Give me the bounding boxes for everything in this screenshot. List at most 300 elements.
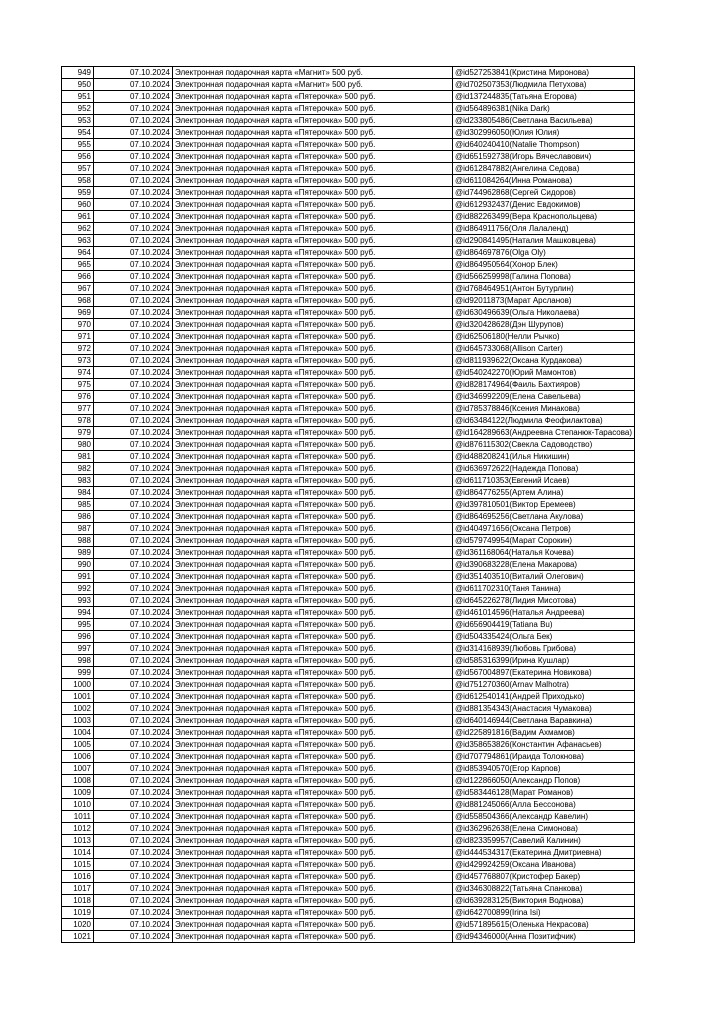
row-number: 996 <box>62 631 94 643</box>
row-number: 1006 <box>62 751 94 763</box>
issue-date: 07.10.2024 <box>94 799 173 811</box>
row-number: 1002 <box>62 703 94 715</box>
prize-description: Электронная подарочная карта «Пятерочка» 500 руб. <box>173 487 453 499</box>
issue-date: 07.10.2024 <box>94 79 173 91</box>
winner-profile: @id302996050(Юлия Юлия) <box>453 127 635 139</box>
prize-description: Электронная подарочная карта «Пятерочка» 500 руб. <box>173 931 453 943</box>
winner-profile: @id881245066(Алла Бессонова) <box>453 799 635 811</box>
winner-profile: @id290841495(Наталия Машковцева) <box>453 235 635 247</box>
prize-description: Электронная подарочная карта «Пятерочка» 500 руб. <box>173 823 453 835</box>
row-number: 988 <box>62 535 94 547</box>
row-number: 994 <box>62 607 94 619</box>
issue-date: 07.10.2024 <box>94 547 173 559</box>
prize-description: Электронная подарочная карта «Пятерочка» 500 руб. <box>173 223 453 235</box>
winner-profile: @id864776255(Артем Алина) <box>453 487 635 499</box>
row-number: 952 <box>62 103 94 115</box>
issue-date: 07.10.2024 <box>94 595 173 607</box>
row-number: 978 <box>62 415 94 427</box>
table-row <box>62 451 635 463</box>
issue-date: 07.10.2024 <box>94 367 173 379</box>
issue-date: 07.10.2024 <box>94 499 173 511</box>
winner-profile: @id823359957(Савелий Калинин) <box>453 835 635 847</box>
row-number: 986 <box>62 511 94 523</box>
row-number: 1010 <box>62 799 94 811</box>
prize-description: Электронная подарочная карта «Пятерочка» 500 руб. <box>173 811 453 823</box>
winner-profile: @id882263499(Вера Краснопольцева) <box>453 211 635 223</box>
table-row <box>62 415 635 427</box>
prize-description: Электронная подарочная карта «Пятерочка» 500 руб. <box>173 559 453 571</box>
issue-date: 07.10.2024 <box>94 187 173 199</box>
row-number: 958 <box>62 175 94 187</box>
prize-description: Электронная подарочная карта «Пятерочка» 500 руб. <box>173 319 453 331</box>
prize-description: Электронная подарочная карта «Пятерочка» 500 руб. <box>173 235 453 247</box>
issue-date: 07.10.2024 <box>94 835 173 847</box>
issue-date: 07.10.2024 <box>94 223 173 235</box>
prize-description: Электронная подарочная карта «Пятерочка» 500 руб. <box>173 547 453 559</box>
row-number: 979 <box>62 427 94 439</box>
row-number: 995 <box>62 619 94 631</box>
table-row <box>62 847 635 859</box>
prize-description: Электронная подарочная карта «Пятерочка» 500 руб. <box>173 679 453 691</box>
issue-date: 07.10.2024 <box>94 811 173 823</box>
issue-date: 07.10.2024 <box>94 631 173 643</box>
table-row <box>62 643 635 655</box>
issue-date: 07.10.2024 <box>94 235 173 247</box>
issue-date: 07.10.2024 <box>94 511 173 523</box>
table-row <box>62 439 635 451</box>
winner-profile: @id811939622(Оксана Курдакова) <box>453 355 635 367</box>
issue-date: 07.10.2024 <box>94 907 173 919</box>
winner-profile: @id137244835(Татьяна Егорова) <box>453 91 635 103</box>
row-number: 972 <box>62 343 94 355</box>
prize-description: Электронная подарочная карта «Пятерочка» 500 руб. <box>173 403 453 415</box>
row-number: 1017 <box>62 883 94 895</box>
row-number: 977 <box>62 403 94 415</box>
prize-description: Электронная подарочная карта «Пятерочка» 500 руб. <box>173 139 453 151</box>
issue-date: 07.10.2024 <box>94 355 173 367</box>
prize-description: Электронная подарочная карта «Магнит» 500 руб. <box>173 67 453 79</box>
prize-description: Электронная подарочная карта «Пятерочка» 500 руб. <box>173 871 453 883</box>
row-number: 961 <box>62 211 94 223</box>
table-row <box>62 151 635 163</box>
table-row <box>62 127 635 139</box>
table-row <box>62 775 635 787</box>
table-row <box>62 463 635 475</box>
winner-profile: @id62506180(Нелли Рычко) <box>453 331 635 343</box>
winner-profile: @id853940570(Егор Карпов) <box>453 763 635 775</box>
issue-date: 07.10.2024 <box>94 667 173 679</box>
prize-description: Электронная подарочная карта «Пятерочка» 500 руб. <box>173 751 453 763</box>
winner-profile: @id488208241(Илья Никишин) <box>453 451 635 463</box>
row-number: 982 <box>62 463 94 475</box>
row-number: 951 <box>62 91 94 103</box>
winner-profile: @id351403510(Виталий Олегович) <box>453 571 635 583</box>
issue-date: 07.10.2024 <box>94 139 173 151</box>
table-row <box>62 583 635 595</box>
winner-profile: @id656904419(Tatiana Bu) <box>453 619 635 631</box>
issue-date: 07.10.2024 <box>94 307 173 319</box>
table-row <box>62 595 635 607</box>
row-number: 970 <box>62 319 94 331</box>
prize-description: Электронная подарочная карта «Пятерочка» 500 руб. <box>173 895 453 907</box>
table-row <box>62 67 635 79</box>
winner-profile: @id390683228(Елена Макарова) <box>453 559 635 571</box>
table-row <box>62 751 635 763</box>
table-row <box>62 271 635 283</box>
prize-description: Электронная подарочная карта «Пятерочка» 500 руб. <box>173 763 453 775</box>
table-row <box>62 619 635 631</box>
prize-description: Электронная подарочная карта «Пятерочка» 500 руб. <box>173 199 453 211</box>
winner-profile: @id558504366(Александр Кавелин) <box>453 811 635 823</box>
row-number: 991 <box>62 571 94 583</box>
winner-profile: @id864950564(Хонор Блек) <box>453 259 635 271</box>
winner-profile: @id864697876(Olga Oly) <box>453 247 635 259</box>
winners-table-body <box>62 67 635 943</box>
issue-date: 07.10.2024 <box>94 439 173 451</box>
winner-profile: @id864695256(Светлана Акулова) <box>453 511 635 523</box>
issue-date: 07.10.2024 <box>94 163 173 175</box>
table-row <box>62 523 635 535</box>
prize-description: Электронная подарочная карта «Пятерочка» 500 руб. <box>173 187 453 199</box>
prize-description: Электронная подарочная карта «Пятерочка» 500 руб. <box>173 595 453 607</box>
row-number: 1018 <box>62 895 94 907</box>
table-row <box>62 115 635 127</box>
prize-description: Электронная подарочная карта «Пятерочка» 500 руб. <box>173 355 453 367</box>
prize-description: Электронная подарочная карта «Пятерочка» 500 руб. <box>173 739 453 751</box>
winner-profile: @id94346000(Анна Позитифчик) <box>453 931 635 943</box>
prize-description: Электронная подарочная карта «Пятерочка» 500 руб. <box>173 583 453 595</box>
prize-description: Электронная подарочная карта «Пятерочка» 500 руб. <box>173 415 453 427</box>
issue-date: 07.10.2024 <box>94 451 173 463</box>
row-number: 955 <box>62 139 94 151</box>
issue-date: 07.10.2024 <box>94 655 173 667</box>
row-number: 976 <box>62 391 94 403</box>
row-number: 963 <box>62 235 94 247</box>
winner-profile: @id461014596(Наталья Андреева) <box>453 607 635 619</box>
table-row <box>62 391 635 403</box>
prize-description: Электронная подарочная карта «Пятерочка» 500 руб. <box>173 103 453 115</box>
winner-profile: @id566259998(Галина Попова) <box>453 271 635 283</box>
row-number: 971 <box>62 331 94 343</box>
winner-profile: @id397810501(Виктор Еремеев) <box>453 499 635 511</box>
prize-description: Электронная подарочная карта «Пятерочка» 500 руб. <box>173 535 453 547</box>
prize-description: Электронная подарочная карта «Пятерочка» 500 руб. <box>173 343 453 355</box>
row-number: 954 <box>62 127 94 139</box>
table-row <box>62 331 635 343</box>
row-number: 962 <box>62 223 94 235</box>
issue-date: 07.10.2024 <box>94 787 173 799</box>
row-number: 950 <box>62 79 94 91</box>
prize-description: Электронная подарочная карта «Пятерочка» 500 руб. <box>173 883 453 895</box>
winner-profile: @id63484122(Людмила Феофилактова) <box>453 415 635 427</box>
issue-date: 07.10.2024 <box>94 247 173 259</box>
table-row <box>62 475 635 487</box>
row-number: 953 <box>62 115 94 127</box>
prize-description: Электронная подарочная карта «Пятерочка» 500 руб. <box>173 787 453 799</box>
winner-profile: @id429924259(Оксана Иванова) <box>453 859 635 871</box>
winner-profile: @id611084264(Инна Романова) <box>453 175 635 187</box>
table-row <box>62 559 635 571</box>
table-row <box>62 367 635 379</box>
winner-profile: @id564896381(Nika Dark) <box>453 103 635 115</box>
winner-profile: @id358653826(Константин Афанасьев) <box>453 739 635 751</box>
prize-description: Электронная подарочная карта «Пятерочка» 500 руб. <box>173 451 453 463</box>
prize-description: Электронная подарочная карта «Пятерочка» 500 руб. <box>173 163 453 175</box>
winner-profile: @id611702310(Таня Танина) <box>453 583 635 595</box>
table-row <box>62 547 635 559</box>
table-row <box>62 919 635 931</box>
winner-profile: @id346308822(Татьяна Спанкова) <box>453 883 635 895</box>
row-number: 1021 <box>62 931 94 943</box>
row-number: 1009 <box>62 787 94 799</box>
table-row <box>62 247 635 259</box>
prize-description: Электронная подарочная карта «Пятерочка» 500 руб. <box>173 439 453 451</box>
prize-description: Электронная подарочная карта «Пятерочка» 500 руб. <box>173 247 453 259</box>
row-number: 973 <box>62 355 94 367</box>
table-row <box>62 223 635 235</box>
winner-profile: @id583446128(Марат Романов) <box>453 787 635 799</box>
table-row <box>62 199 635 211</box>
prize-description: Электронная подарочная карта «Пятерочка» 500 руб. <box>173 727 453 739</box>
issue-date: 07.10.2024 <box>94 763 173 775</box>
table-row <box>62 895 635 907</box>
issue-date: 07.10.2024 <box>94 487 173 499</box>
prize-description: Электронная подарочная карта «Пятерочка» 500 руб. <box>173 715 453 727</box>
row-number: 1016 <box>62 871 94 883</box>
table-row <box>62 535 635 547</box>
issue-date: 07.10.2024 <box>94 103 173 115</box>
winner-profile: @id702507353(Людмила Петухова) <box>453 79 635 91</box>
winner-profile: @id828174964(Фаиль Бахтияров) <box>453 379 635 391</box>
issue-date: 07.10.2024 <box>94 643 173 655</box>
issue-date: 07.10.2024 <box>94 295 173 307</box>
winner-profile: @id640146944(Светлана Варавкина) <box>453 715 635 727</box>
row-number: 990 <box>62 559 94 571</box>
table-row <box>62 283 635 295</box>
table-row <box>62 667 635 679</box>
table-row <box>62 307 635 319</box>
row-number: 967 <box>62 283 94 295</box>
row-number: 980 <box>62 439 94 451</box>
row-number: 1012 <box>62 823 94 835</box>
issue-date: 07.10.2024 <box>94 523 173 535</box>
row-number: 987 <box>62 523 94 535</box>
row-number: 964 <box>62 247 94 259</box>
table-row <box>62 763 635 775</box>
issue-date: 07.10.2024 <box>94 343 173 355</box>
issue-date: 07.10.2024 <box>94 211 173 223</box>
table-row <box>62 691 635 703</box>
winner-profile: @id744962868(Сергей Сидоров) <box>453 187 635 199</box>
table-row <box>62 739 635 751</box>
prize-description: Электронная подарочная карта «Пятерочка» 500 руб. <box>173 151 453 163</box>
row-number: 968 <box>62 295 94 307</box>
row-number: 992 <box>62 583 94 595</box>
prize-description: Электронная подарочная карта «Пятерочка» 500 руб. <box>173 127 453 139</box>
issue-date: 07.10.2024 <box>94 847 173 859</box>
table-row <box>62 871 635 883</box>
winner-profile: @id640240410(Natalie Thompson) <box>453 139 635 151</box>
row-number: 1004 <box>62 727 94 739</box>
prize-description: Электронная подарочная карта «Пятерочка» 500 руб. <box>173 499 453 511</box>
issue-date: 07.10.2024 <box>94 571 173 583</box>
winner-profile: @id122866050(Александр Попов) <box>453 775 635 787</box>
winner-profile: @id707794861(Ираида Толокнова) <box>453 751 635 763</box>
row-number: 999 <box>62 667 94 679</box>
row-number: 1020 <box>62 919 94 931</box>
prize-description: Электронная подарочная карта «Пятерочка» 500 руб. <box>173 523 453 535</box>
table-row <box>62 259 635 271</box>
prize-description: Электронная подарочная карта «Пятерочка» 500 руб. <box>173 115 453 127</box>
issue-date: 07.10.2024 <box>94 691 173 703</box>
winner-profile: @id630496639(Ольга Николаева) <box>453 307 635 319</box>
table-row <box>62 511 635 523</box>
winner-profile: @id611710353(Евгений Исаев) <box>453 475 635 487</box>
winner-profile: @id645226278(Лидия Мисотова) <box>453 595 635 607</box>
table-row <box>62 859 635 871</box>
prize-description: Электронная подарочная карта «Пятерочка» 500 руб. <box>173 655 453 667</box>
prize-description: Электронная подарочная карта «Пятерочка» 500 руб. <box>173 859 453 871</box>
table-row <box>62 139 635 151</box>
issue-date: 07.10.2024 <box>94 67 173 79</box>
table-row <box>62 91 635 103</box>
prize-description: Электронная подарочная карта «Пятерочка» 500 руб. <box>173 463 453 475</box>
issue-date: 07.10.2024 <box>94 175 173 187</box>
row-number: 1007 <box>62 763 94 775</box>
prize-description: Электронная подарочная карта «Пятерочка» 500 руб. <box>173 571 453 583</box>
issue-date: 07.10.2024 <box>94 535 173 547</box>
issue-date: 07.10.2024 <box>94 91 173 103</box>
table-row <box>62 187 635 199</box>
table-row <box>62 103 635 115</box>
winner-profile: @id785378846(Ксения Минакова) <box>453 403 635 415</box>
row-number: 998 <box>62 655 94 667</box>
table-row <box>62 175 635 187</box>
issue-date: 07.10.2024 <box>94 259 173 271</box>
winner-profile: @id92011873(Марат Арсланов) <box>453 295 635 307</box>
issue-date: 07.10.2024 <box>94 559 173 571</box>
table-row <box>62 235 635 247</box>
winner-profile: @id225891816(Вадим Ахмамов) <box>453 727 635 739</box>
table-row <box>62 427 635 439</box>
issue-date: 07.10.2024 <box>94 895 173 907</box>
row-number: 960 <box>62 199 94 211</box>
prize-description: Электронная подарочная карта «Пятерочка» 500 руб. <box>173 175 453 187</box>
winner-profile: @id233805486(Светлана Васильева) <box>453 115 635 127</box>
prize-description: Электронная подарочная карта «Пятерочка» 500 руб. <box>173 703 453 715</box>
table-row <box>62 715 635 727</box>
prize-description: Электронная подарочная карта «Пятерочка» 500 руб. <box>173 511 453 523</box>
winner-profile: @id527253841(Кристина Миронова) <box>453 67 635 79</box>
prize-description: Электронная подарочная карта «Пятерочка» 500 руб. <box>173 259 453 271</box>
row-number: 975 <box>62 379 94 391</box>
prize-description: Электронная подарочная карта «Пятерочка» 500 руб. <box>173 919 453 931</box>
row-number: 959 <box>62 187 94 199</box>
issue-date: 07.10.2024 <box>94 391 173 403</box>
issue-date: 07.10.2024 <box>94 379 173 391</box>
row-number: 965 <box>62 259 94 271</box>
issue-date: 07.10.2024 <box>94 415 173 427</box>
row-number: 974 <box>62 367 94 379</box>
table-row <box>62 727 635 739</box>
row-number: 1014 <box>62 847 94 859</box>
winner-profile: @id651592738(Игорь Вячеславович) <box>453 151 635 163</box>
table-row <box>62 163 635 175</box>
prize-description: Электронная подарочная карта «Пятерочка» 500 руб. <box>173 379 453 391</box>
issue-date: 07.10.2024 <box>94 283 173 295</box>
row-number: 1001 <box>62 691 94 703</box>
issue-date: 07.10.2024 <box>94 823 173 835</box>
prize-description: Электронная подарочная карта «Пятерочка» 500 руб. <box>173 631 453 643</box>
issue-date: 07.10.2024 <box>94 199 173 211</box>
table-row <box>62 811 635 823</box>
row-number: 984 <box>62 487 94 499</box>
table-row <box>62 631 635 643</box>
prize-description: Электронная подарочная карта «Пятерочка» 500 руб. <box>173 607 453 619</box>
prize-description: Электронная подарочная карта «Пятерочка» 500 руб. <box>173 799 453 811</box>
table-row <box>62 487 635 499</box>
issue-date: 07.10.2024 <box>94 859 173 871</box>
issue-date: 07.10.2024 <box>94 331 173 343</box>
issue-date: 07.10.2024 <box>94 319 173 331</box>
row-number: 969 <box>62 307 94 319</box>
winner-profile: @id164289663(Андреевна Степанюк-Тарасова) <box>453 427 635 439</box>
table-row <box>62 907 635 919</box>
row-number: 985 <box>62 499 94 511</box>
issue-date: 07.10.2024 <box>94 703 173 715</box>
winner-profile: @id642700899(Irina Isi) <box>453 907 635 919</box>
winner-profile: @id612540141(Андрей Приходько) <box>453 691 635 703</box>
winner-profile: @id645733068(Allison Carter) <box>453 343 635 355</box>
table-row <box>62 211 635 223</box>
winner-profile: @id444534317(Екатерина Дмитриевна) <box>453 847 635 859</box>
prize-description: Электронная подарочная карта «Пятерочка» 500 руб. <box>173 91 453 103</box>
issue-date: 07.10.2024 <box>94 679 173 691</box>
winner-profile: @id567004897(Екатерина Новикова) <box>453 667 635 679</box>
issue-date: 07.10.2024 <box>94 883 173 895</box>
winner-profile: @id612847882(Ангелина Седова) <box>453 163 635 175</box>
prize-description: Электронная подарочная карта «Пятерочка» 500 руб. <box>173 475 453 487</box>
prize-description: Электронная подарочная карта «Пятерочка» 500 руб. <box>173 367 453 379</box>
row-number: 981 <box>62 451 94 463</box>
winner-profile: @id881354343(Анастасия Чумакова) <box>453 703 635 715</box>
issue-date: 07.10.2024 <box>94 403 173 415</box>
prize-description: Электронная подарочная карта «Пятерочка» 500 руб. <box>173 619 453 631</box>
issue-date: 07.10.2024 <box>94 151 173 163</box>
issue-date: 07.10.2024 <box>94 919 173 931</box>
row-number: 1013 <box>62 835 94 847</box>
table-row <box>62 379 635 391</box>
winner-profile: @id612932437(Денис Евдокимов) <box>453 199 635 211</box>
issue-date: 07.10.2024 <box>94 127 173 139</box>
table-row <box>62 571 635 583</box>
row-number: 956 <box>62 151 94 163</box>
table-row <box>62 79 635 91</box>
row-number: 993 <box>62 595 94 607</box>
prize-description: Электронная подарочная карта «Пятерочка» 500 руб. <box>173 391 453 403</box>
prize-description: Электронная подарочная карта «Пятерочка» 500 руб. <box>173 847 453 859</box>
prize-description: Электронная подарочная карта «Пятерочка» 500 руб. <box>173 283 453 295</box>
table-row <box>62 883 635 895</box>
issue-date: 07.10.2024 <box>94 931 173 943</box>
row-number: 966 <box>62 271 94 283</box>
issue-date: 07.10.2024 <box>94 427 173 439</box>
prize-description: Электронная подарочная карта «Пятерочка» 500 руб. <box>173 775 453 787</box>
row-number: 1000 <box>62 679 94 691</box>
winners-table <box>61 66 635 943</box>
winner-profile: @id346992209(Елена Савельева) <box>453 391 635 403</box>
issue-date: 07.10.2024 <box>94 751 173 763</box>
